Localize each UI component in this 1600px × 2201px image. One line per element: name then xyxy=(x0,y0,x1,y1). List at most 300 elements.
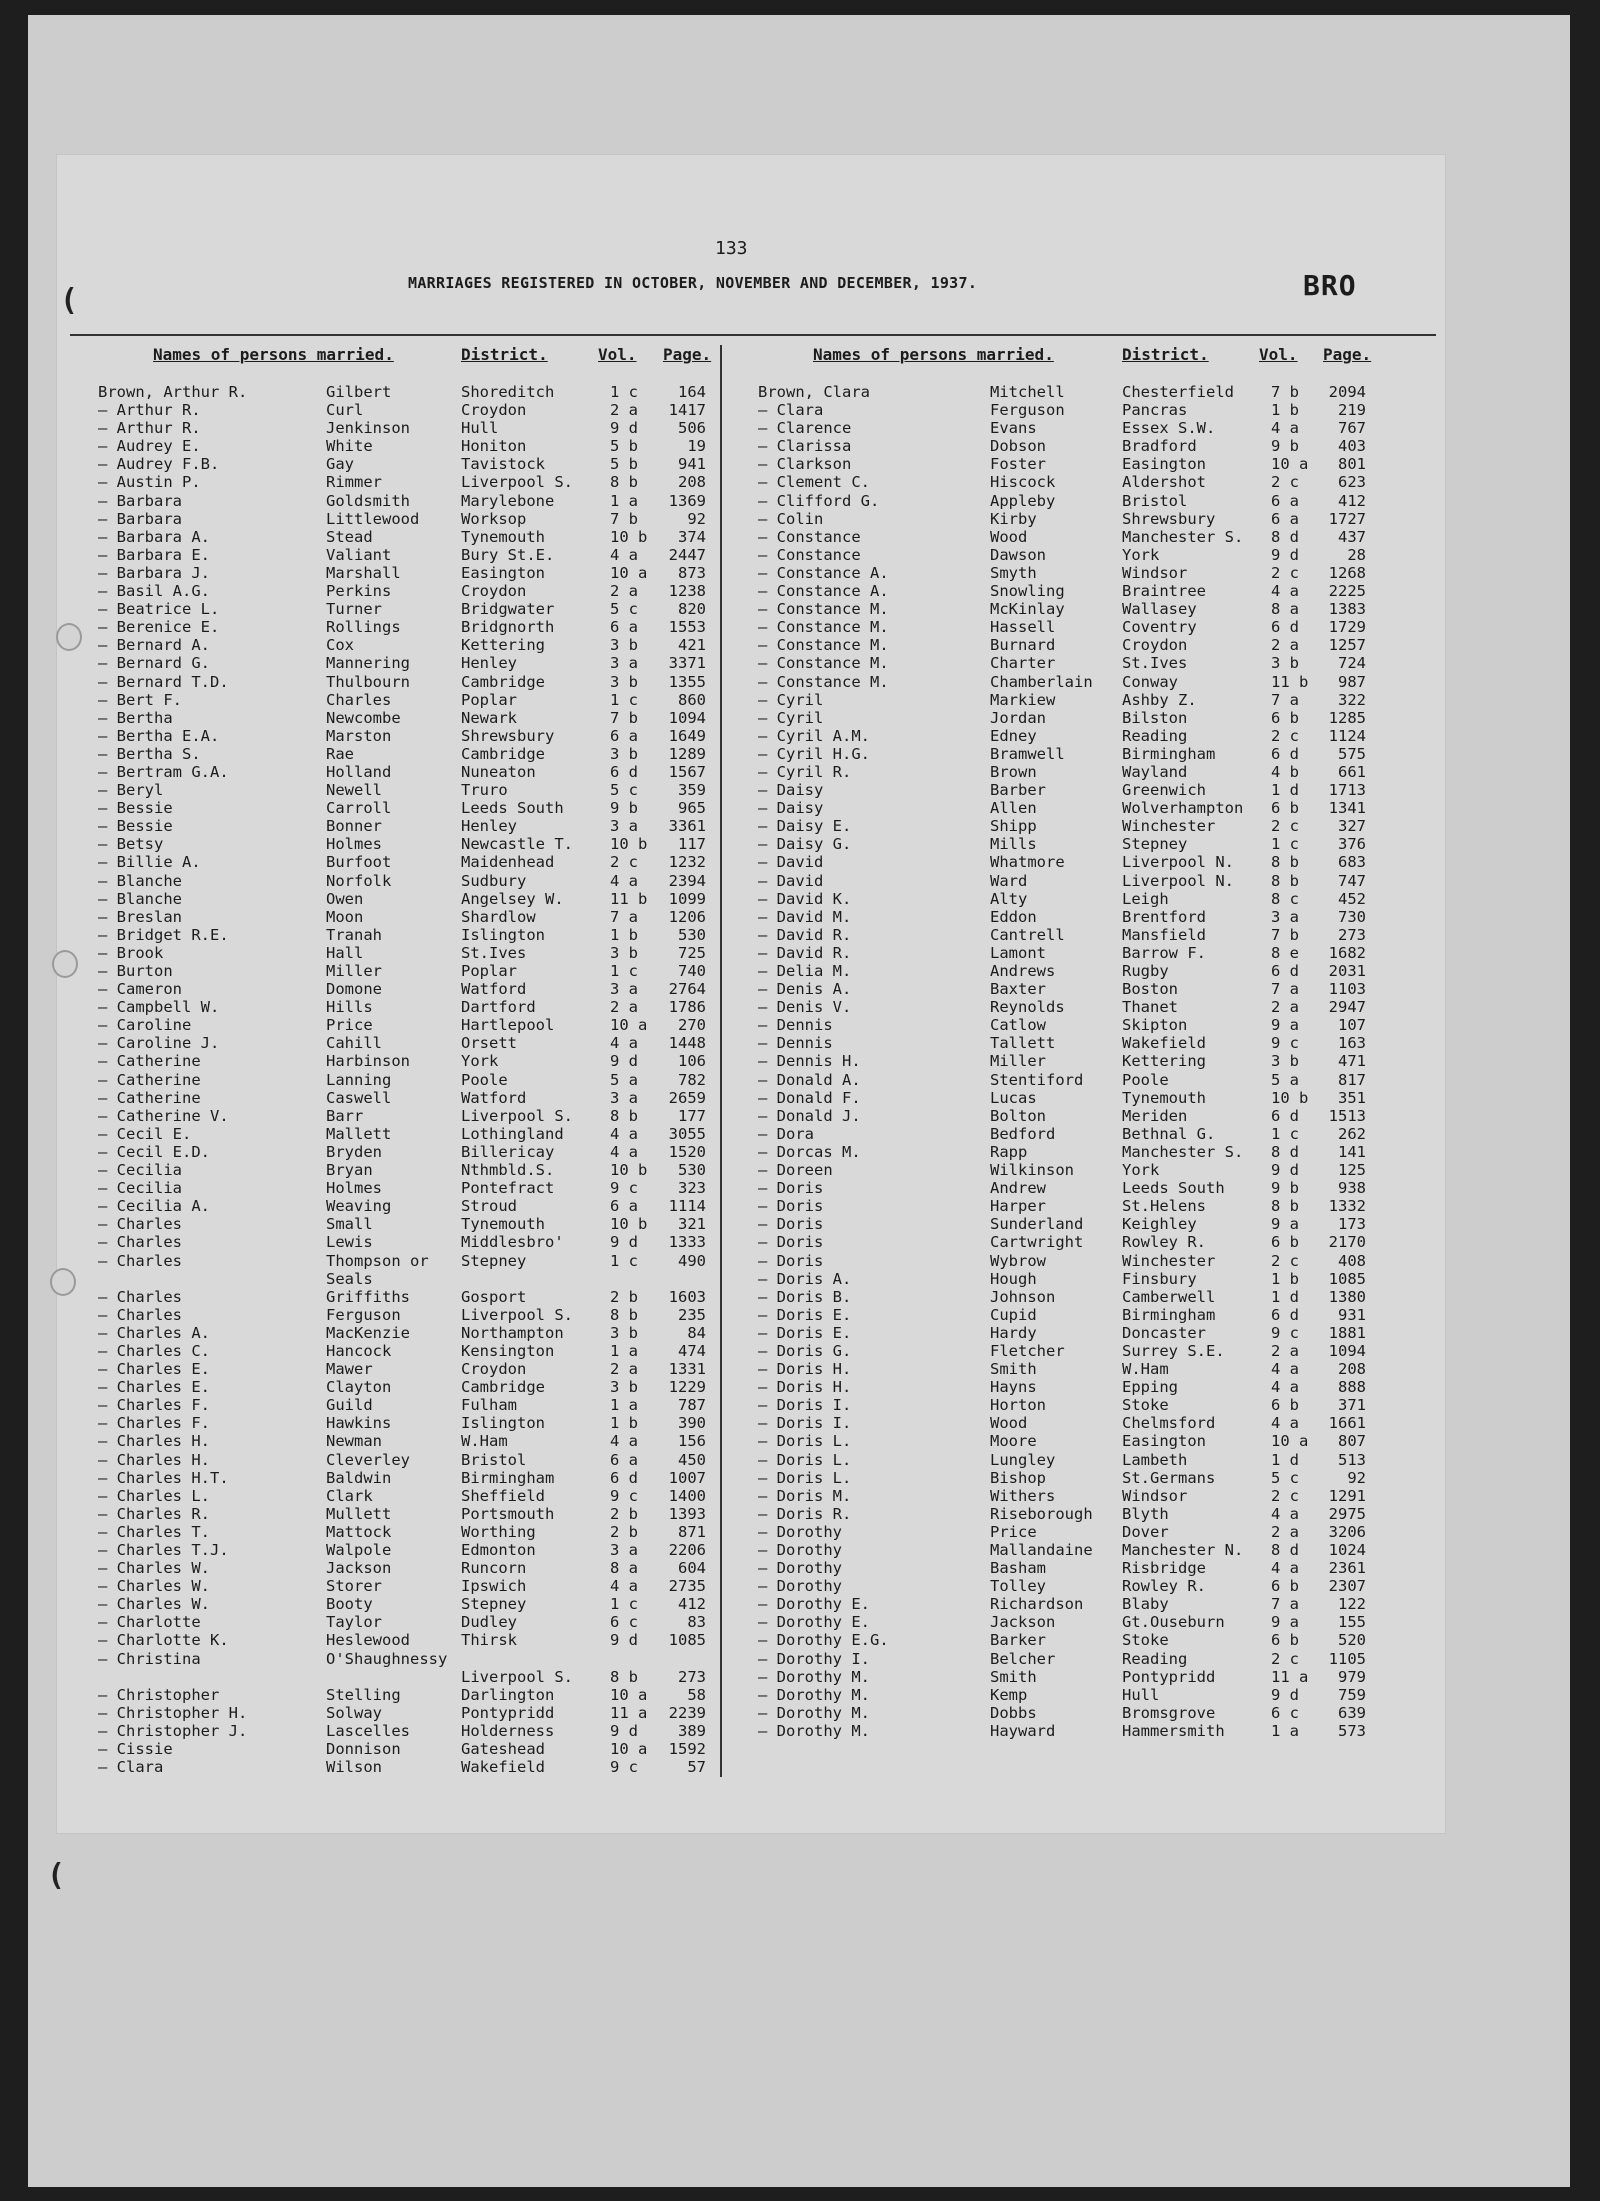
entry-spouse: Cupid xyxy=(990,1305,1037,1324)
entry-page: 1085 xyxy=(668,1631,706,1650)
entry-district: Thanet xyxy=(1122,998,1178,1017)
entry-vol: 6 c xyxy=(1271,1703,1299,1722)
entry-page: 1285 xyxy=(1328,708,1366,727)
entry-spouse: Marston xyxy=(326,726,392,745)
entry-page: 437 xyxy=(1338,527,1366,546)
entry-page: 817 xyxy=(1338,1070,1366,1089)
entry-district: Sheffield xyxy=(461,1486,545,1505)
names-header: Names of persons married. xyxy=(153,345,394,364)
entry-spouse: Hardy xyxy=(990,1323,1037,1342)
entry-vol: 1 a xyxy=(610,1341,638,1360)
table-row xyxy=(758,437,1398,455)
entry-vol: 1 a xyxy=(610,1396,638,1415)
entry-vol: 10 a xyxy=(610,1740,648,1759)
table-row xyxy=(98,781,738,799)
entry-page: 1369 xyxy=(668,491,706,510)
entry-name: — Daisy xyxy=(758,781,824,800)
entry-name: — Doris I. xyxy=(758,1396,852,1415)
entry-spouse: Andrew xyxy=(990,1179,1046,1198)
entry-page: 1786 xyxy=(668,998,706,1017)
entry-district: York xyxy=(1122,545,1160,564)
entry-page: 156 xyxy=(678,1432,706,1451)
entry-district: Tavistock xyxy=(461,455,545,474)
table-row xyxy=(98,1125,738,1143)
entry-vol: 5 c xyxy=(1271,1468,1299,1487)
entry-name: — Charles xyxy=(98,1233,182,1252)
entry-district: W.Ham xyxy=(461,1432,508,1451)
entry-vol: 4 a xyxy=(1271,582,1299,601)
entry-name: — Dorothy E. xyxy=(758,1613,870,1632)
entry-name: Brown, Arthur R. xyxy=(98,383,248,401)
entry-page: 623 xyxy=(1338,473,1366,492)
entry-vol: 1 d xyxy=(1271,1450,1299,1469)
entry-page: 725 xyxy=(678,943,706,962)
table-row xyxy=(98,1432,738,1450)
entry-spouse: Newcombe xyxy=(326,708,401,727)
entry-district: Liverpool S. xyxy=(461,1667,573,1686)
entry-name: — Catherine xyxy=(98,1070,201,1089)
entry-spouse: Evans xyxy=(990,419,1037,438)
entry-district: Stepney xyxy=(461,1595,527,1614)
table-row xyxy=(98,401,738,419)
entry-name: — Cecilia xyxy=(98,1179,182,1198)
entry-name: — Charles C. xyxy=(98,1341,210,1360)
entry-name: — Barbara xyxy=(98,509,182,528)
entry-spouse: Holmes xyxy=(326,835,382,854)
entry-vol: 3 b xyxy=(1271,654,1299,673)
entry-district: Holderness xyxy=(461,1721,555,1740)
entry-spouse: Griffiths xyxy=(326,1287,410,1306)
entry-name: — Clarkson xyxy=(758,455,852,474)
entry-name: — Charles R. xyxy=(98,1504,210,1523)
entry-page: 2947 xyxy=(1328,998,1366,1017)
table-row xyxy=(758,1414,1398,1432)
punch-hole xyxy=(50,1268,76,1296)
entry-page: 273 xyxy=(678,1667,706,1686)
entry-vol: 8 b xyxy=(610,1667,638,1686)
table-row xyxy=(98,636,738,654)
entry-name: — Charles A. xyxy=(98,1323,210,1342)
entry-district: Northampton xyxy=(461,1323,564,1342)
entry-page: 262 xyxy=(1338,1124,1366,1143)
entry-district: Shrewsbury xyxy=(1122,509,1216,528)
table-row xyxy=(98,1487,738,1505)
entry-district: Watford xyxy=(461,1088,527,1107)
entry-page: 450 xyxy=(678,1450,706,1469)
entry-page: 84 xyxy=(687,1323,706,1342)
entry-district: Orsett xyxy=(461,1034,517,1053)
entry-spouse: Mullett xyxy=(326,1504,392,1523)
entry-name: — Cecil E. xyxy=(98,1124,192,1143)
entry-page: 801 xyxy=(1338,455,1366,474)
entry-spouse: Thompson or xyxy=(326,1251,429,1270)
entry-page: 1448 xyxy=(668,1034,706,1053)
entry-page: 1024 xyxy=(1328,1541,1366,1559)
entry-vol: 9 c xyxy=(610,1758,638,1777)
table-row xyxy=(758,582,1398,600)
table-row xyxy=(98,1740,738,1758)
entry-vol: 2 a xyxy=(610,1360,638,1379)
entry-page: 1229 xyxy=(668,1378,706,1397)
entry-page: 58 xyxy=(687,1685,706,1704)
table-row xyxy=(758,1179,1398,1197)
entry-district: Birmingham xyxy=(461,1468,555,1487)
table-row xyxy=(758,1360,1398,1378)
entry-spouse: Bedford xyxy=(990,1124,1056,1143)
entry-name: — Cameron xyxy=(98,980,182,999)
entry-vol: 1 a xyxy=(610,491,638,510)
entry-district: Lambeth xyxy=(1122,1450,1188,1469)
entry-page: 1661 xyxy=(1328,1414,1366,1433)
entry-name: — David K. xyxy=(758,889,852,908)
table-row xyxy=(758,817,1398,835)
entry-district: Epping xyxy=(1122,1378,1178,1397)
table-row xyxy=(98,853,738,871)
entry-vol: 5 b xyxy=(610,437,638,456)
entry-spouse: Walpole xyxy=(326,1541,392,1559)
entry-page: 2659 xyxy=(668,1088,706,1107)
entry-spouse: Heslewood xyxy=(326,1631,410,1650)
entry-page: 1232 xyxy=(668,853,706,872)
entry-name: — Basil A.G. xyxy=(98,582,210,601)
entry-district: Gosport xyxy=(461,1287,527,1306)
entry-page: 1268 xyxy=(1328,563,1366,582)
entry-spouse: Curl xyxy=(326,401,364,420)
table-row xyxy=(758,1306,1398,1324)
table-row xyxy=(98,437,738,455)
entry-spouse: Dobbs xyxy=(990,1703,1037,1722)
table-row xyxy=(98,1233,738,1251)
entry-vol: 4 a xyxy=(610,1124,638,1143)
entry-name: — Charles W. xyxy=(98,1595,210,1614)
entry-vol: 3 b xyxy=(610,1323,638,1342)
entry-district: Meriden xyxy=(1122,1106,1188,1125)
table-row xyxy=(98,1613,738,1631)
entry-name: — Dorothy M. xyxy=(758,1703,870,1722)
entry-spouse: Carroll xyxy=(326,799,392,818)
entry-page: 1417 xyxy=(668,401,706,420)
table-row xyxy=(758,781,1398,799)
entry-name: — Audrey F.B. xyxy=(98,455,220,474)
entry-district: Shoreditch xyxy=(461,383,555,401)
entry-spouse: Markiew xyxy=(990,690,1056,709)
entry-spouse: Richardson xyxy=(990,1595,1084,1614)
entry-district: Blaby xyxy=(1122,1595,1169,1614)
entry-vol: 6 a xyxy=(1271,491,1299,510)
entry-spouse: Catlow xyxy=(990,1016,1046,1035)
entry-vol: 4 a xyxy=(610,1034,638,1053)
entry-spouse: Dawson xyxy=(990,545,1046,564)
table-row xyxy=(758,1487,1398,1505)
entry-page: 639 xyxy=(1338,1703,1366,1722)
table-row xyxy=(98,1034,738,1052)
entry-name: — Charles xyxy=(98,1215,182,1234)
table-row xyxy=(98,383,738,401)
entry-district: Leeds South xyxy=(461,799,564,818)
entry-vol: 2 c xyxy=(1271,563,1299,582)
entry-page: 2735 xyxy=(668,1577,706,1596)
entry-spouse: Harper xyxy=(990,1197,1046,1216)
entry-name: — Constance M. xyxy=(758,672,889,691)
table-row xyxy=(98,1215,738,1233)
entry-district: Pontypridd xyxy=(1122,1667,1216,1686)
entry-page: 575 xyxy=(1338,744,1366,763)
left-column xyxy=(98,345,738,1776)
entry-district: Windsor xyxy=(1122,1486,1188,1505)
table-row xyxy=(98,691,738,709)
entry-district: Easington xyxy=(1122,455,1206,474)
entry-district: Edmonton xyxy=(461,1541,536,1559)
entry-vol: 9 d xyxy=(1271,545,1299,564)
entry-vol: 1 b xyxy=(1271,401,1299,420)
entry-vol: 5 a xyxy=(610,1070,638,1089)
entry-district: Aldershot xyxy=(1122,473,1206,492)
table-row xyxy=(98,872,738,890)
entry-spouse: Mallandaine xyxy=(990,1541,1093,1559)
entry-spouse: Lucas xyxy=(990,1088,1037,1107)
table-row xyxy=(758,1469,1398,1487)
entry-spouse: Tranah xyxy=(326,925,382,944)
table-row xyxy=(98,654,738,672)
entry-vol: 11 b xyxy=(610,889,648,908)
entry-name: — Doris E. xyxy=(758,1323,852,1342)
table-row xyxy=(98,1161,738,1179)
entry-district: Wayland xyxy=(1122,762,1188,781)
entry-name: — David R. xyxy=(758,943,852,962)
entry-name: — Doris E. xyxy=(758,1305,852,1324)
entry-district: Kettering xyxy=(1122,1052,1206,1071)
entry-name: — Denis A. xyxy=(758,980,852,999)
entry-spouse: Price xyxy=(990,1522,1037,1541)
table-row xyxy=(98,528,738,546)
entry-district: Croydon xyxy=(461,582,527,601)
entry-name: — Daisy G. xyxy=(758,835,852,854)
entry-page: 2307 xyxy=(1328,1577,1366,1596)
entry-page: 2361 xyxy=(1328,1559,1366,1578)
entry-page: 208 xyxy=(1338,1360,1366,1379)
entry-vol: 1 c xyxy=(610,962,638,980)
entry-page: 122 xyxy=(1338,1595,1366,1614)
entry-vol: 2 a xyxy=(1271,1522,1299,1541)
entry-district: Manchester N. xyxy=(1122,1541,1244,1559)
entry-page: 1291 xyxy=(1328,1486,1366,1505)
entry-spouse: Marshall xyxy=(326,563,401,582)
entry-name: — Constance A. xyxy=(758,563,889,582)
entry-spouse: Seals xyxy=(326,1269,373,1288)
entry-district: Rugby xyxy=(1122,962,1169,980)
entry-page: 941 xyxy=(678,455,706,474)
entry-district: Essex S.W. xyxy=(1122,419,1216,438)
entry-vol: 4 b xyxy=(1271,762,1299,781)
entry-spouse: Taylor xyxy=(326,1613,382,1632)
entry-spouse: Mannering xyxy=(326,654,410,673)
table-row xyxy=(98,1650,738,1668)
entry-name: — Charles F. xyxy=(98,1396,210,1415)
table-row xyxy=(98,510,738,528)
entry-page: 931 xyxy=(1338,1305,1366,1324)
entry-name: — Bernard T.D. xyxy=(98,672,229,691)
entry-spouse: Lanning xyxy=(326,1070,392,1089)
entry-page: 141 xyxy=(1338,1142,1366,1161)
entry-district: Wakefield xyxy=(1122,1034,1206,1053)
binder-clip-mark: ( xyxy=(60,283,79,318)
table-row xyxy=(758,908,1398,926)
entry-spouse: Rapp xyxy=(990,1142,1028,1161)
entry-page: 987 xyxy=(1338,672,1366,691)
entry-page: 323 xyxy=(678,1179,706,1198)
entry-page: 3055 xyxy=(668,1124,706,1143)
table-row xyxy=(758,1396,1398,1414)
entry-name: — Doris L. xyxy=(758,1432,852,1451)
entry-page: 327 xyxy=(1338,817,1366,836)
entry-spouse: Smith xyxy=(990,1667,1037,1686)
entry-vol: 2 c xyxy=(1271,1649,1299,1668)
entry-district: St.Ives xyxy=(461,943,527,962)
entry-page: 474 xyxy=(678,1341,706,1360)
entry-vol: 2 a xyxy=(610,401,638,420)
entry-page: 273 xyxy=(1338,925,1366,944)
entry-vol: 3 a xyxy=(610,1088,638,1107)
table-row xyxy=(98,998,738,1016)
entry-spouse: Solway xyxy=(326,1703,382,1722)
entry-spouse: Hall xyxy=(326,943,364,962)
entry-name: — David R. xyxy=(758,925,852,944)
entry-name: — Constance A. xyxy=(758,582,889,601)
entry-district: Windsor xyxy=(1122,563,1188,582)
entry-vol: 1 d xyxy=(1271,1287,1299,1306)
table-row xyxy=(758,1577,1398,1595)
entry-name: — Cyril A.M. xyxy=(758,726,870,745)
table-row xyxy=(98,1595,738,1613)
entry-spouse: Wood xyxy=(990,1414,1028,1433)
entry-spouse: Harbinson xyxy=(326,1052,410,1071)
entry-page: 1727 xyxy=(1328,509,1366,528)
entry-page: 83 xyxy=(687,1613,706,1632)
table-row xyxy=(758,691,1398,709)
table-row xyxy=(758,1143,1398,1161)
entry-spouse: Norfolk xyxy=(326,871,392,890)
entry-district: Stoke xyxy=(1122,1631,1169,1650)
table-row xyxy=(98,1071,738,1089)
entry-vol: 8 e xyxy=(1271,943,1299,962)
entry-district: Wolverhampton xyxy=(1122,799,1244,818)
entry-page: 1105 xyxy=(1328,1649,1366,1668)
entry-district: Dover xyxy=(1122,1522,1169,1541)
entry-page: 1592 xyxy=(668,1740,706,1759)
entry-page: 820 xyxy=(678,600,706,619)
entry-spouse: Miller xyxy=(990,1052,1046,1071)
entry-spouse: Bryan xyxy=(326,1161,373,1180)
table-row xyxy=(98,944,738,962)
entry-name: — Arthur R. xyxy=(98,401,201,420)
entry-name: — Dorothy M. xyxy=(758,1721,870,1740)
table-row xyxy=(98,835,738,853)
entry-district: Tynemouth xyxy=(1122,1088,1206,1107)
entry-spouse: Allen xyxy=(990,799,1037,818)
entry-page: 374 xyxy=(678,527,706,546)
table-row xyxy=(758,1650,1398,1668)
entry-spouse: Wybrow xyxy=(990,1251,1046,1270)
entry-name: — Clara xyxy=(98,1758,164,1777)
entry-district: Thirsk xyxy=(461,1631,517,1650)
entry-vol: 4 a xyxy=(610,871,638,890)
table-row xyxy=(98,763,738,781)
entry-page: 2764 xyxy=(668,980,706,999)
entry-spouse: Cartwright xyxy=(990,1233,1084,1252)
entry-vol: 5 c xyxy=(610,781,638,800)
entry-vol: 6 d xyxy=(1271,1305,1299,1324)
entry-spouse: Hough xyxy=(990,1269,1037,1288)
entry-spouse: Jackson xyxy=(326,1559,392,1578)
table-row xyxy=(758,872,1398,890)
entry-page: 604 xyxy=(678,1559,706,1578)
table-row xyxy=(758,473,1398,491)
entry-page: 107 xyxy=(1338,1016,1366,1035)
entry-spouse: Snowling xyxy=(990,582,1065,601)
table-row xyxy=(98,1360,738,1378)
entry-district: Cambridge xyxy=(461,744,545,763)
table-row xyxy=(98,799,738,817)
entry-spouse: Hayns xyxy=(990,1378,1037,1397)
entry-name: — Constance M. xyxy=(758,636,889,655)
table-row xyxy=(758,709,1398,727)
entry-name: — Barbara A. xyxy=(98,527,210,546)
entry-spouse: Cox xyxy=(326,636,354,655)
entry-spouse: Rae xyxy=(326,744,354,763)
entry-vol: 3 b xyxy=(1271,1052,1299,1071)
entry-district: Poole xyxy=(461,1070,508,1089)
table-row xyxy=(758,654,1398,672)
table-row xyxy=(98,1577,738,1595)
entry-name: — Donald F. xyxy=(758,1088,861,1107)
entry-district: Manchester S. xyxy=(1122,527,1244,546)
entry-spouse: Ferguson xyxy=(326,1305,401,1324)
entry-spouse: Alty xyxy=(990,889,1028,908)
table-row xyxy=(98,618,738,636)
entry-vol: 7 b xyxy=(1271,383,1299,401)
column-header-row xyxy=(758,345,1398,383)
entry-page: 452 xyxy=(1338,889,1366,908)
entry-district: Ipswich xyxy=(461,1577,527,1596)
table-row xyxy=(758,492,1398,510)
entry-spouse: Clayton xyxy=(326,1378,392,1397)
entry-spouse: Ward xyxy=(990,871,1028,890)
entry-name: — Bertha xyxy=(98,708,173,727)
entry-vol: 2 b xyxy=(610,1287,638,1306)
table-row xyxy=(758,998,1398,1016)
entry-spouse: Price xyxy=(326,1016,373,1035)
entry-vol: 8 b xyxy=(1271,853,1299,872)
entry-page: 1257 xyxy=(1328,636,1366,655)
entry-district: Poplar xyxy=(461,690,517,709)
entry-page: 1729 xyxy=(1328,618,1366,637)
entry-spouse: Baldwin xyxy=(326,1468,392,1487)
entry-spouse: Lewis xyxy=(326,1233,373,1252)
entry-vol: 9 d xyxy=(610,1052,638,1071)
table-row xyxy=(758,618,1398,636)
entry-name: — Christina xyxy=(98,1649,201,1668)
entry-page: 1333 xyxy=(668,1233,706,1252)
entry-district: Easington xyxy=(461,563,545,582)
entry-name: — Breslan xyxy=(98,907,182,926)
entry-vol: 8 a xyxy=(610,1559,638,1578)
entry-district: W.Ham xyxy=(1122,1360,1169,1379)
table-row xyxy=(98,600,738,618)
entry-spouse: Kirby xyxy=(990,509,1037,528)
entry-district: Leigh xyxy=(1122,889,1169,908)
entry-district: Stroud xyxy=(461,1197,517,1216)
table-row xyxy=(98,1523,738,1541)
